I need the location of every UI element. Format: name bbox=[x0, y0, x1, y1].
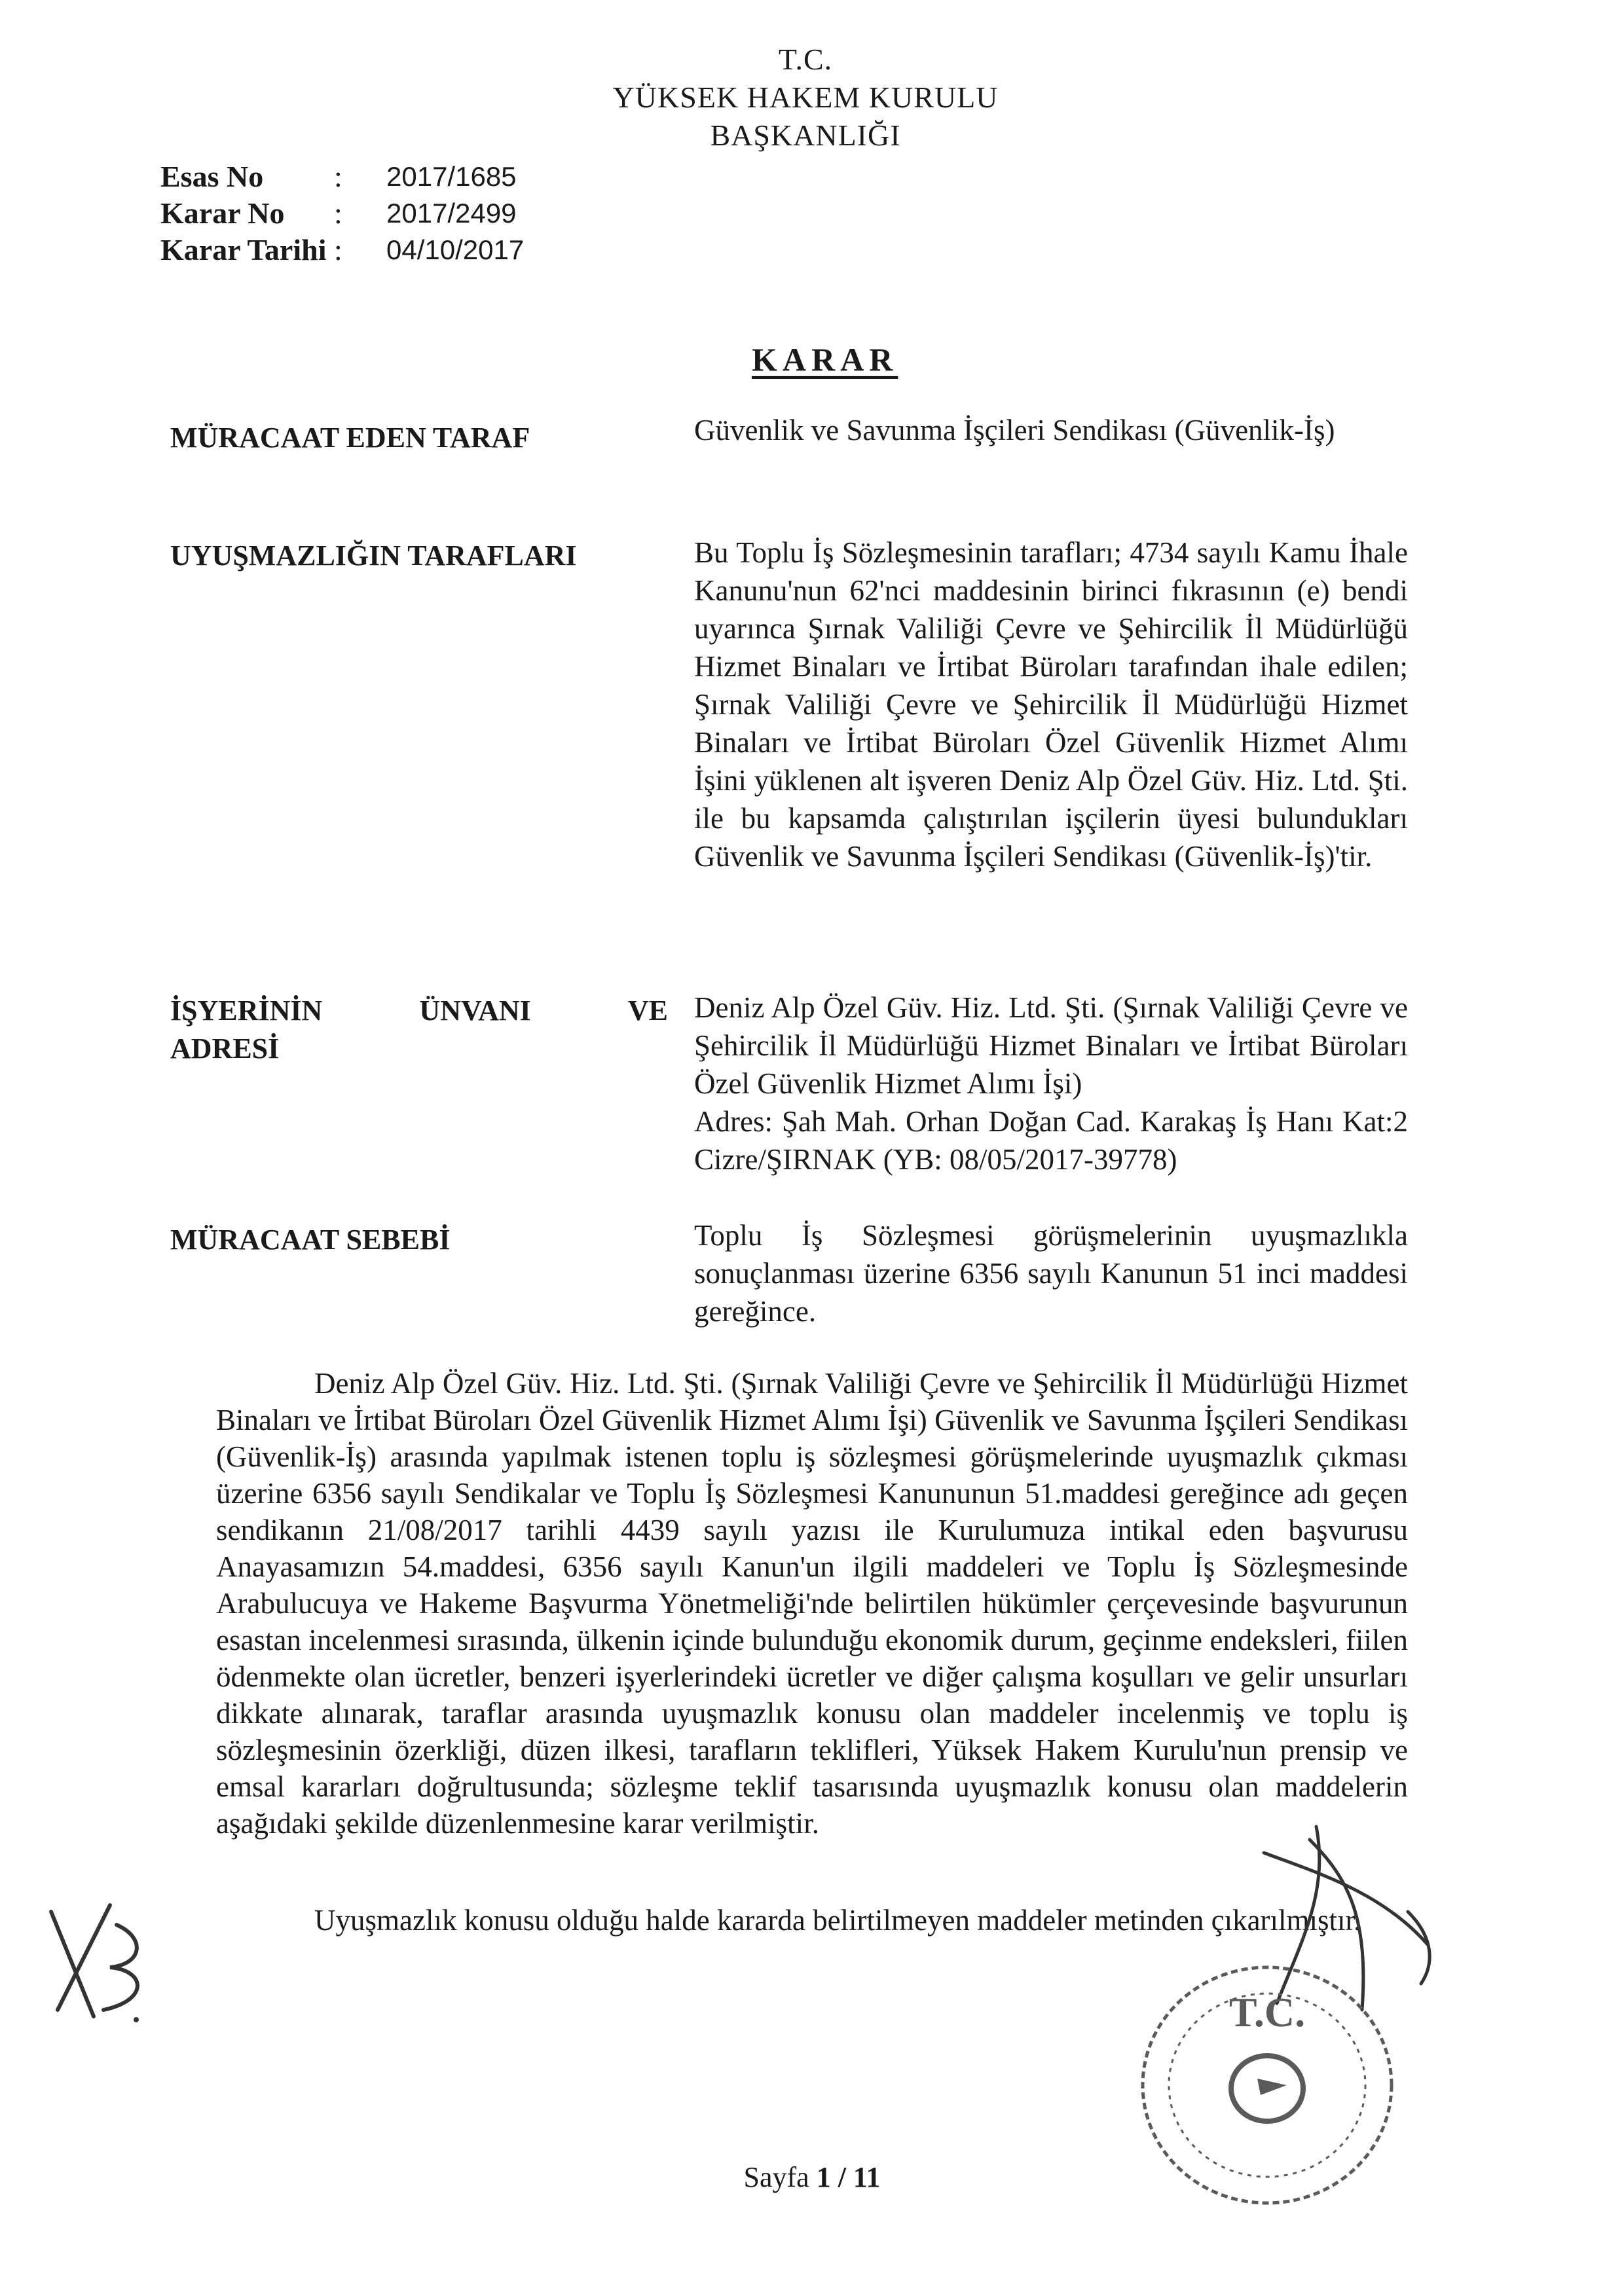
meta-row-tarih bbox=[160, 232, 524, 268]
page-separator: / bbox=[838, 2161, 846, 2193]
meta-value: 04/10/2017 bbox=[386, 234, 525, 265]
label-word: VE bbox=[627, 994, 668, 1027]
page-total: 11 bbox=[853, 2161, 881, 2193]
meta-label: Esas No bbox=[160, 160, 264, 193]
section-label-workplace bbox=[170, 992, 668, 1030]
workplace-name: Deniz Alp Özel Güv. Hiz. Ltd. Şti. (Şırnak Valiliği Çevre ve Şehircilik İl Müdürlüğü Hizmet Binaları ve İrtibat Büroları Özel Güvenlik Hizmet Alımı İşi) bbox=[694, 991, 1408, 1100]
body-paragraph-main: Deniz Alp Özel Güv. Hiz. Ltd. Şti. (Şırnak Valiliği Çevre ve Şehircilik İl Müdürlüğü Hizmet Binaları ve İrtibat Büroları Özel Güvenlik Hizmet Alımı İşi) Güvenlik ve Savunma İşçileri Sendikası (Güvenlik-İş) arasında yapılmak istenen toplu iş sözleşmesi görüşmelerinde uyuşmazlık çıkması üzerine 6356 sayılı Sendikalar ve Toplu İş Sözleşmesi Kanununun 51.maddesi gereğince adı geçen sendikanın 21/08/2017 tarihli 4439 sayılı yazısı ile Kurulumuza intikal eden başvurusu Anayasamızın 54.maddesi, 6356 sayılı Kanun'un ilgili maddeleri ve Toplu İş Sözleşmesinde Arabulucuya ve Hakeme Başvurma Yönetmeliği'nde belirtilen hükümler çerçevesinde başvurunun esastan incelenmesi sırasında, ülkenin içinde bulunduğu ekonomik durum, geçinme endeksleri, fiilen ödenmekte olan ücretler, benzeri işyerlerindeki ücretler ve diğer çalışma koşulları ve gelir unsurları dikkate alınarak, taraflar arasında uyuşmazlık konusu olan maddeler incelenmiş ve toplu iş sözleşmesinin özerkliği, düzen ilkesi, tarafların teklifleri, Yüksek Hakem Kurulu'nun prensip ve emsal kararları doğrultusunda; sözleşme teklif tasarısında uyuşmazlık konusu olan maddelerin aşağıdaki şekilde düzenlenmesine karar verilmiştir. bbox=[216, 1367, 1408, 1840]
page-prefix: Sayfa bbox=[743, 2161, 809, 2193]
section-value-reason: Toplu İş Sözleşmesi görüşmelerinin uyuşmazlıkla sonuçlanması üzerine 6356 sayılı Kanunun 51 inci maddesi gereğince. bbox=[694, 1219, 1408, 1328]
meta-label: Karar Tarihi bbox=[160, 233, 327, 266]
section-label-parties: UYUŞMAZLIĞIN TARAFLARI bbox=[170, 539, 577, 572]
meta-sep: : bbox=[334, 196, 342, 230]
header-institution: YÜKSEK HAKEM KURULU bbox=[612, 81, 999, 114]
section-label-reason: MÜRACAAT SEBEBİ bbox=[170, 1224, 451, 1256]
section-label-workplace-line2: ADRESİ bbox=[170, 1032, 280, 1065]
section-value-applicant: Güvenlik ve Savunma İşçileri Sendikası (Güvenlik-İş) bbox=[694, 414, 1335, 446]
section-value-workplace bbox=[694, 989, 1408, 1178]
meta-value: 2017/1685 bbox=[386, 161, 517, 192]
section-value-parties: Bu Toplu İş Sözleşmesinin tarafları; 4734 sayılı Kamu İhale Kanunu'nun 62'nci maddesinin birinci fıkrasının (e) bendi uyarınca Şırnak Valiliği Çevre ve Şehircilik İl Müdürlüğü Hizmet Binaları ve İrtibat Büroları tarafından ihale edilen; Şırnak Valiliği Çevre ve Şehircilik İl Müdürlüğü Hizmet Binaları ve İrtibat Büroları Özel Güvenlik Hizmet Alımı İşini yüklenen alt işveren Deniz Alp Özel Güv. Hiz. Ltd. Şti. ile bu kapsamda çalıştırılan işçilerin üyesi bulundukları Güvenlik ve Savunma İşçileri Sendikası (Güvenlik-İş)'tir. bbox=[694, 536, 1408, 873]
case-meta bbox=[160, 158, 524, 268]
header-tc: T.C. bbox=[778, 43, 833, 76]
meta-row-karar bbox=[160, 195, 524, 232]
seal-text: T.C. bbox=[1228, 1989, 1306, 2035]
document-header bbox=[0, 41, 1624, 155]
meta-label: Karar No bbox=[160, 196, 285, 230]
body-paragraph-removed-articles: Uyuşmazlık konusu olduğu halde kararda belirtilmeyen maddeler metinden çıkarılmıştır. bbox=[314, 1904, 1361, 1937]
meta-row-esas bbox=[160, 158, 524, 195]
meta-sep: : bbox=[334, 160, 342, 193]
meta-value: 2017/2499 bbox=[386, 198, 517, 228]
document-title: KARAR bbox=[752, 341, 898, 378]
section-label-applicant: MÜRACAAT EDEN TARAF bbox=[170, 422, 530, 454]
meta-sep: : bbox=[334, 233, 342, 266]
workplace-address: Adres: Şah Mah. Orhan Doğan Cad. Karakaş İş Hanı Kat:2 Cizre/ŞIRNAK (YB: 08/05/2017-39778) bbox=[694, 1105, 1408, 1176]
page-footer bbox=[0, 2160, 1624, 2194]
header-department: BAŞKANLIĞI bbox=[710, 118, 901, 152]
label-word: ÜNVANI bbox=[419, 994, 531, 1027]
label-word: İŞYERİNİN bbox=[170, 994, 323, 1027]
handwritten-initials bbox=[31, 1886, 156, 2036]
page-number: 1 bbox=[816, 2161, 831, 2193]
